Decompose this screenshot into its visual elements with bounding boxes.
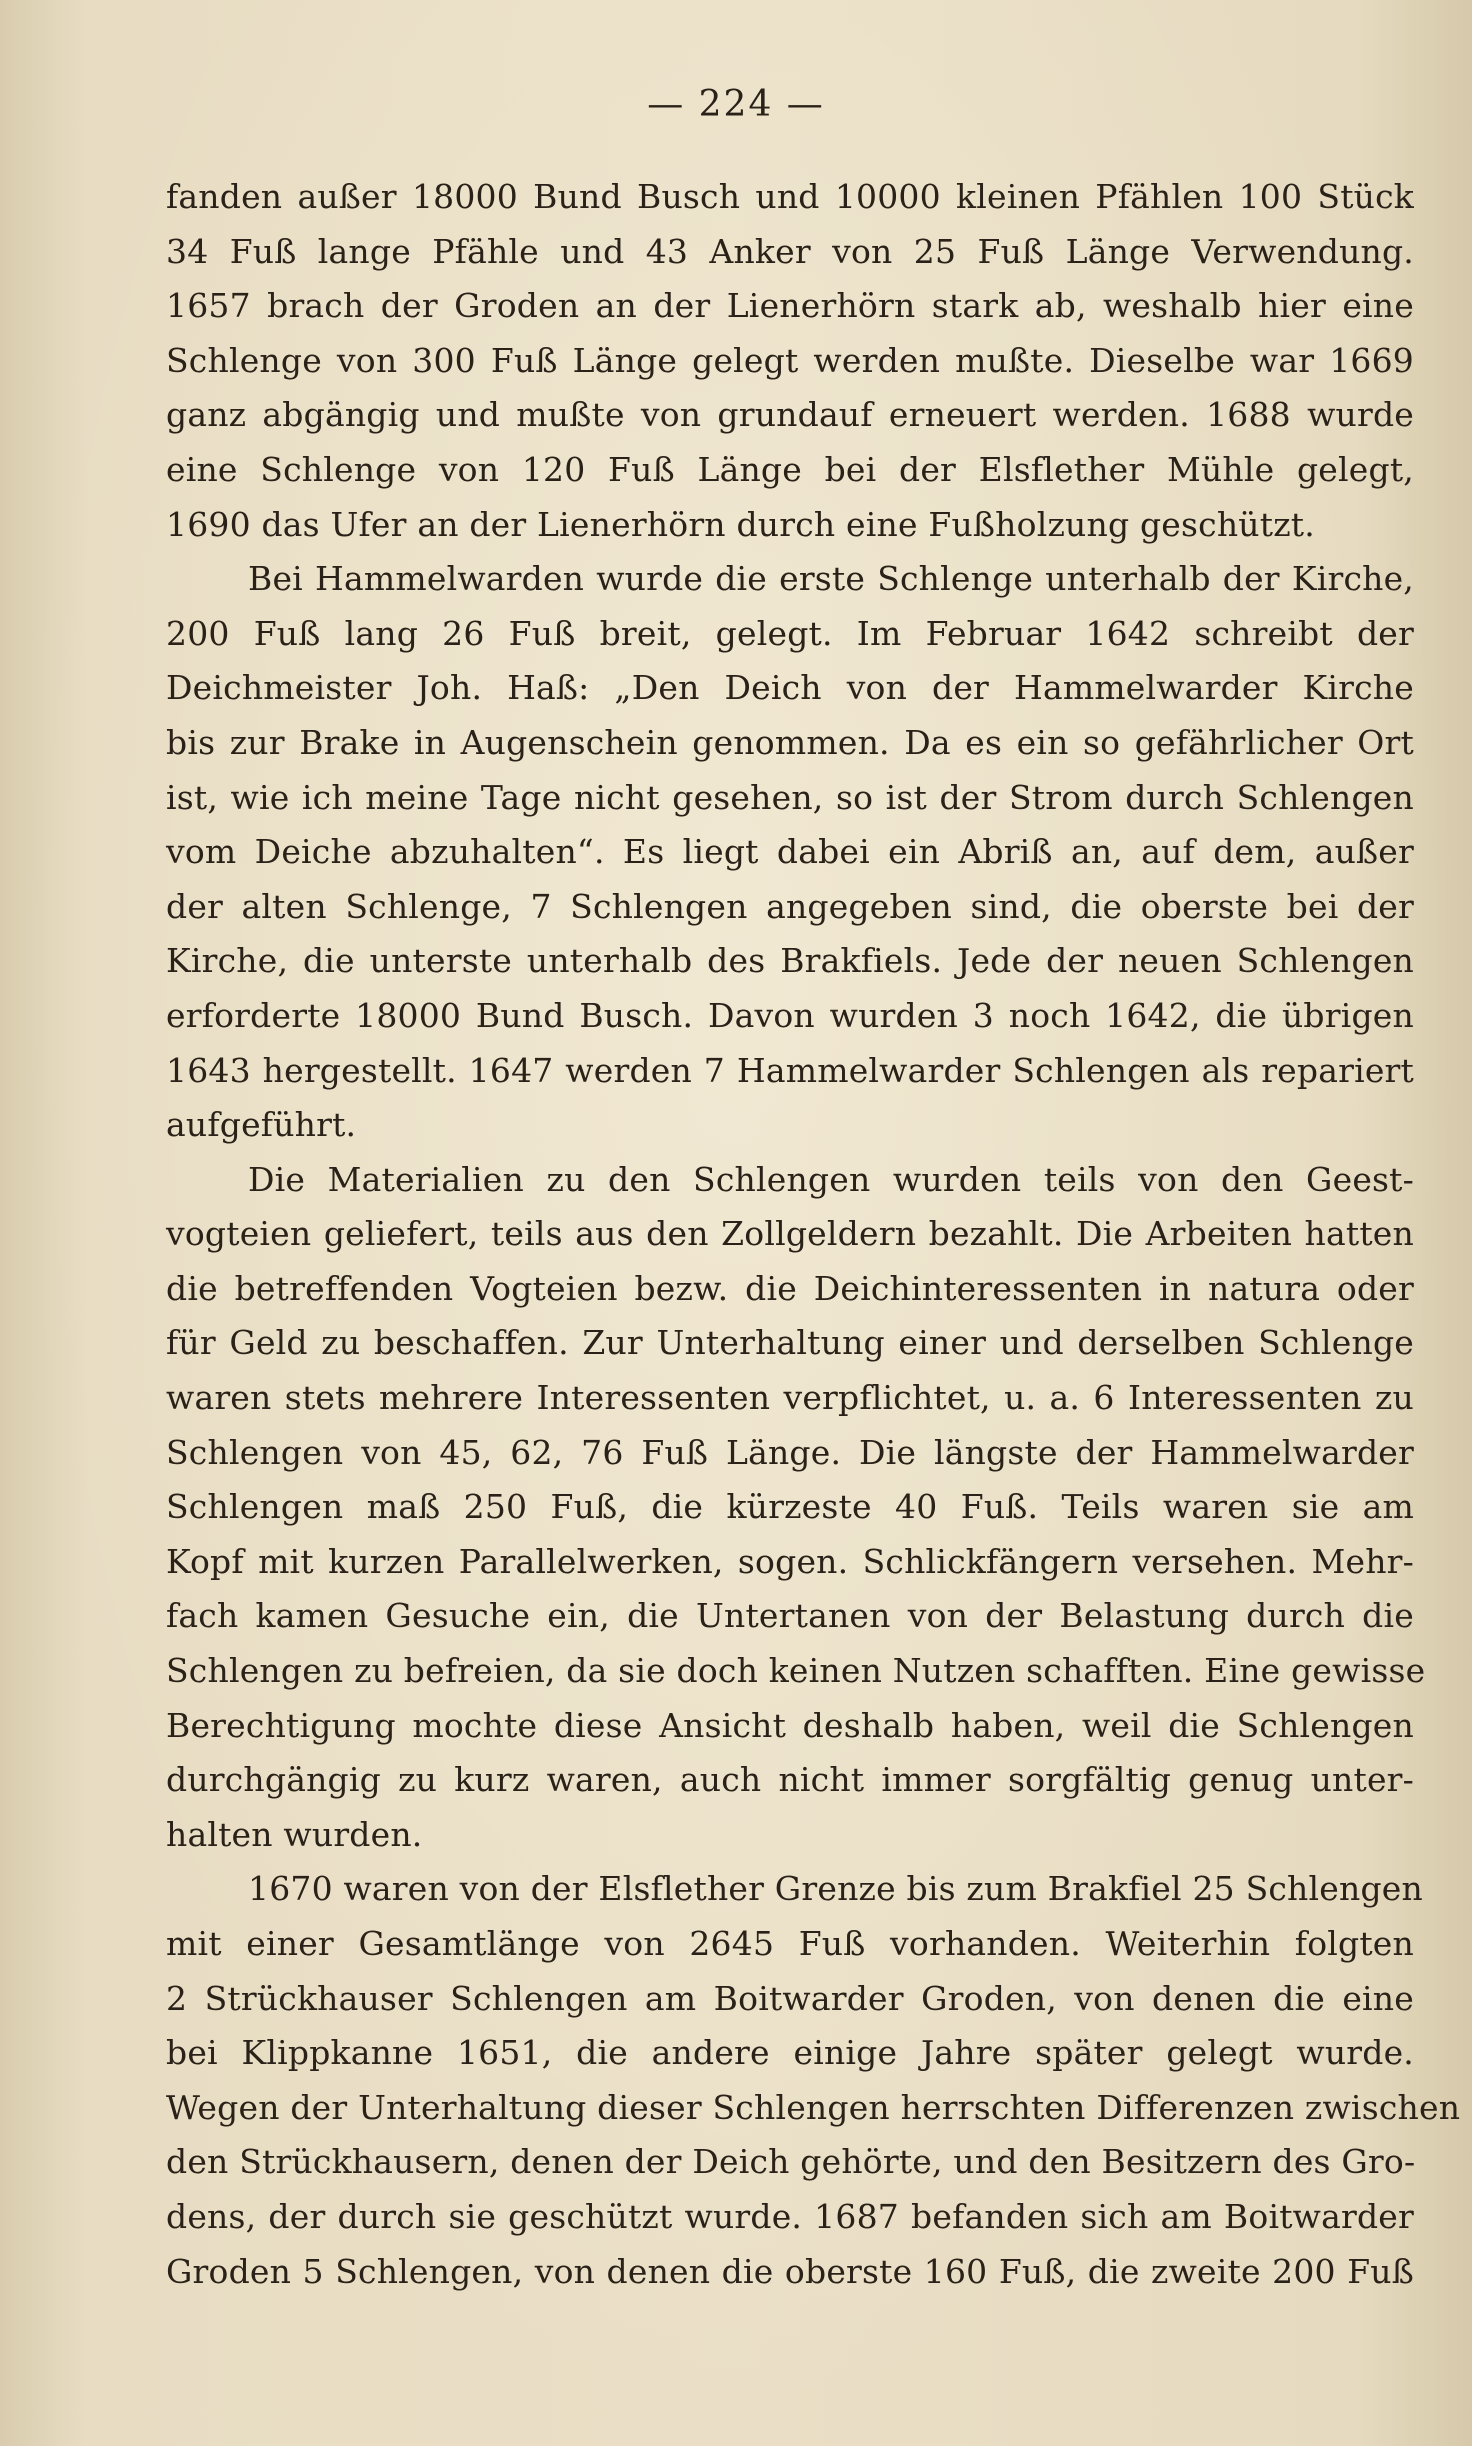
text-line: Berechtigung mochte diese Ansicht deshalb haben, weil die Schlengen (166, 1705, 1414, 1745)
text-line: ist, wie ich meine Tage nicht gesehen, so ist der Strom durch Schlengen (166, 777, 1414, 817)
text-line: Schlengen zu befreien, da sie doch keinen Nutzen schafften. Eine gewisse (166, 1651, 1426, 1691)
paragraph (166, 170, 1414, 552)
text-line: Bei Hammelwarden wurde die erste Schlenge unterhalb der Kirche, (248, 559, 1414, 599)
text-line: waren stets mehrere Interessenten verpflichtet, u. a. 6 Interessenten zu (166, 1378, 1414, 1418)
text-line: 1643 hergestellt. 1647 werden 7 Hammelwarder Schlengen als repariert (166, 1050, 1414, 1090)
paragraph (166, 552, 1414, 1153)
text-line: aufgeführt. (166, 1105, 357, 1145)
paragraph (166, 1153, 1426, 1863)
text-line: 1690 das Ufer an der Lienerhörn durch eine Fußholzung geschützt. (166, 504, 1315, 544)
text-line: fanden außer 18000 Bund Busch und 10000 kleinen Pfählen 100 Stück (166, 177, 1414, 216)
text-line: bei Klippkanne 1651, die andere einige Jahre später gelegt wurde. (166, 2033, 1414, 2073)
text-line: Schlengen von 45, 62, 76 Fuß Länge. Die längste der Hammelwarder (166, 1432, 1414, 1472)
text-line: halten wurden. (166, 1814, 423, 1854)
text-line: Schlenge von 300 Fuß Länge gelegt werden mußte. Dieselbe war 1669 (166, 340, 1414, 380)
text-line: Schlengen maß 250 Fuß, die kürzeste 40 Fuß. Teils waren sie am (166, 1487, 1414, 1527)
text-line: Kirche, die unterste unterhalb des Brakfiels. Jede der neuen Schlengen (166, 941, 1414, 981)
text-line: mit einer Gesamtlänge von 2645 Fuß vorhanden. Weiterhin folgten (166, 1924, 1414, 1963)
text-line: vom Deiche abzuhalten“. Es liegt dabei ein Abriß an, auf dem, außer (166, 832, 1414, 872)
text-line: der alten Schlenge, 7 Schlengen angegeben sind, die oberste bei der (166, 886, 1414, 926)
page-body (166, 170, 1461, 2299)
text-line: 1670 waren von der Elsflether Grenze bis zum Brakfiel 25 Schlengen (248, 1869, 1423, 1909)
paragraph (166, 1862, 1461, 2299)
text-line: fach kamen Gesuche ein, die Untertanen von der Belastung durch die (166, 1596, 1414, 1636)
text-line: erforderte 18000 Bund Busch. Davon wurden 3 noch 1642, die übrigen (166, 995, 1414, 1035)
text-line: Die Materialien zu den Schlengen wurden teils von den Geest- (248, 1159, 1414, 1199)
text-line: die betreffenden Vogteien bezw. die Deichinteressenten in natura oder (166, 1268, 1414, 1308)
text-line: Groden 5 Schlengen, von denen die oberste 160 Fuß, die zweite 200 Fuß (166, 2251, 1414, 2291)
text-line: bis zur Brake in Augenschein genommen. Da es ein so gefährlicher Ort (166, 722, 1414, 762)
text-line: für Geld zu beschaffen. Zur Unterhaltung einer und derselben Schlenge (166, 1323, 1414, 1363)
text-line: durchgängig zu kurz waren, auch nicht immer sorgfältig genug unter- (166, 1760, 1414, 1800)
text-line: Deichmeister Joh. Haß: „Den Deich von der Hammelwarder Kirche (166, 668, 1414, 708)
text-line: vogteien geliefert, teils aus den Zollgeldern bezahlt. Die Arbeiten hatten (166, 1214, 1414, 1254)
text-line: Kopf mit kurzen Parallelwerken, sogen. Schlickfängern versehen. Mehr- (166, 1541, 1414, 1581)
text-line: eine Schlenge von 120 Fuß Länge bei der Elsflether Mühle gelegt, (166, 449, 1414, 489)
text-line: 1657 brach der Groden an der Lienerhörn stark ab, weshalb hier eine (166, 286, 1414, 326)
text-line: den Strückhausern, denen der Deich gehörte, und den Besitzern des Gro- (166, 2142, 1416, 2182)
text-line: ganz abgängig und mußte von grundauf erneuert werden. 1688 wurde (166, 395, 1414, 435)
text-line: 34 Fuß lange Pfähle und 43 Anker von 25 Fuß Länge Verwendung. (166, 231, 1414, 271)
page-number-header: — 224 — (647, 84, 825, 125)
text-line: 2 Strückhauser Schlengen am Boitwarder Groden, von denen die eine (166, 1978, 1414, 2018)
text-line: Wegen der Unterhaltung dieser Schlengen herrschten Differenzen zwischen (166, 2087, 1461, 2127)
text-line: dens, der durch sie geschützt wurde. 1687 befanden sich am Boitwarder (166, 2196, 1414, 2236)
text-line: 200 Fuß lang 26 Fuß breit, gelegt. Im Februar 1642 schreibt der (166, 613, 1414, 653)
